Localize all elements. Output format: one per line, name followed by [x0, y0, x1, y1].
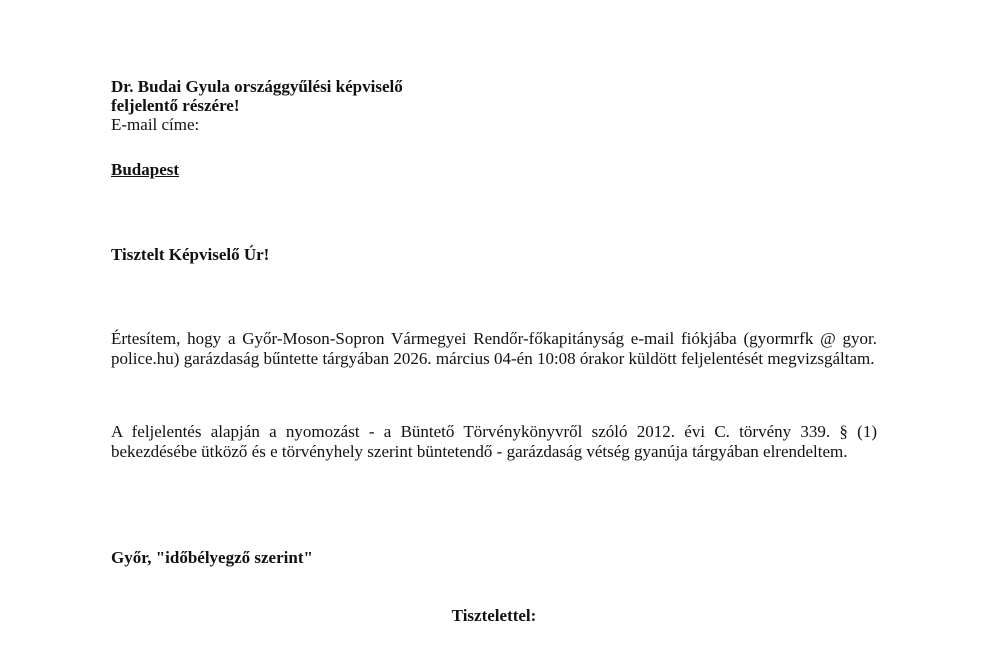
salutation-text: Tisztelt Képviselő Úr!: [111, 245, 270, 264]
salutation: [111, 245, 877, 265]
place-date: [111, 548, 877, 568]
closing: [0, 606, 1000, 625]
recipient-role: feljelentő részére!: [111, 96, 240, 115]
closing-text: Tisztelettel:: [451, 606, 537, 625]
recipient-email-label: E-mail címe:: [111, 115, 200, 134]
recipient-block: [111, 77, 877, 134]
city-name: Budapest: [111, 160, 180, 179]
city-block: [111, 160, 877, 180]
recipient-name: Dr. Budai Gyula országgyűlési képviselő: [111, 77, 403, 96]
place-date-text: Győr, "időbélyegző szerint": [111, 548, 313, 567]
paragraph-2: A feljelentés alapján a nyomozást - a Büntető Törvénykönyvről szóló 2012. évi C. törvény 339. § (1) bekezdésébe ütköző és e törvényhely szerint büntetendő - garázdaság vétség gyanúja tárgyában elrendeltem.: [111, 422, 877, 461]
paragraph-1: Értesítem, hogy a Győr-Moson-Sopron Vármegyei Rendőr-főkapitányság e-mail fiókjába (gyormrfk @ gyor. police.hu) garázdaság bűntette tárgyában 2026. március 04-én 10:08 órakor küldött feljelentését megvizsgáltam.: [111, 329, 877, 368]
